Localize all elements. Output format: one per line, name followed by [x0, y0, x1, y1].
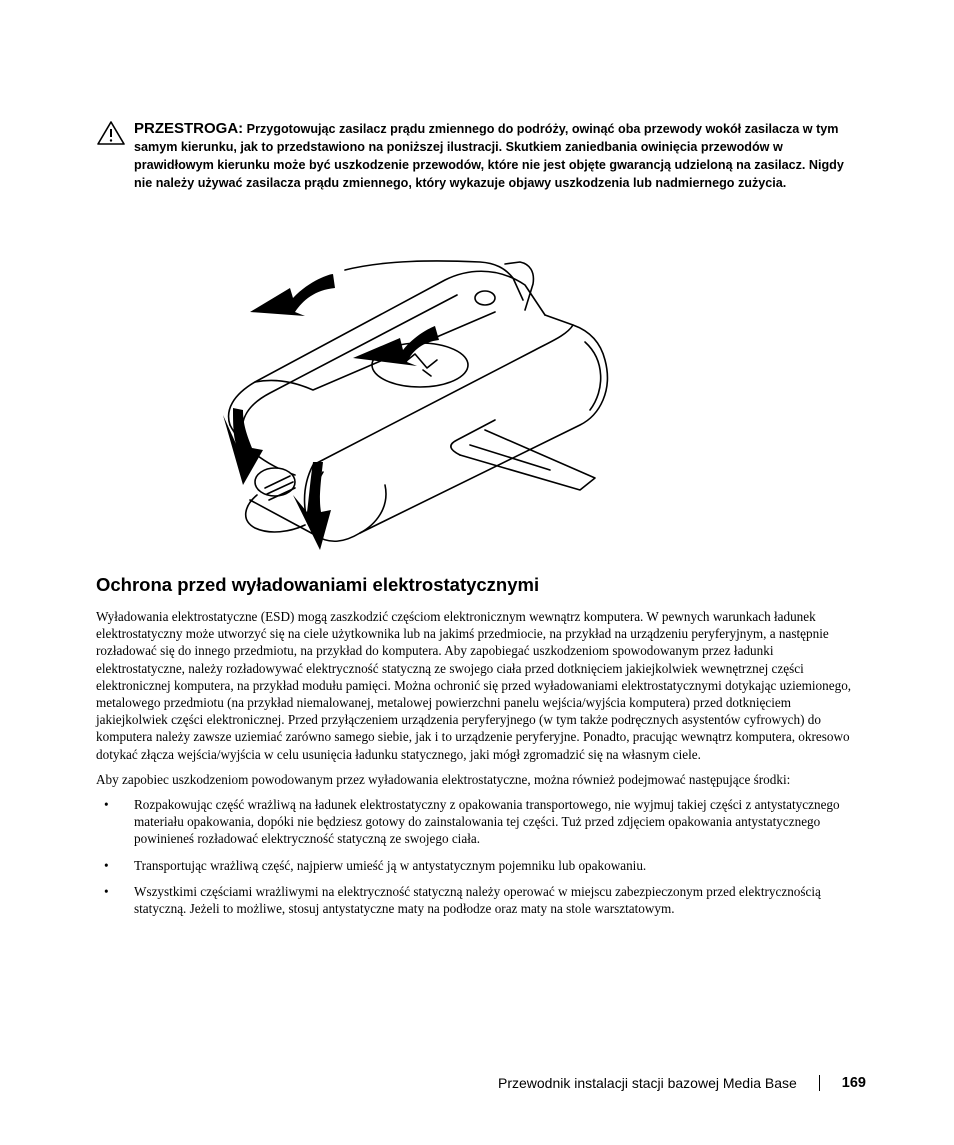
page-number: 169 — [841, 1075, 866, 1091]
bullet-icon: • — [104, 797, 109, 813]
list-item-text: Transportując wrażliwą część, najpierw umieść ją w antystatycznym pojemniku lub opakowaniu. — [134, 857, 647, 873]
list-item-text: Rozpakowując część wrażliwą na ładunek elektrostatyczny z opakowania transportowego, nie wyjmuj takiej części z antystatycznego materiału opakowania, dopóki nie będziesz gotowy do zainstalowania tej części. Tuż przed zdjęciem opakowania antystatycznego powinieneś rozładować elektryczność statyczną ze swojego ciała. — [134, 797, 840, 847]
esd-paragraph-2: Aby zapobiec uszkodzeniom powodowanym przez wyładowania elektrostatyczne, można również podejmować następujące środki: — [96, 771, 791, 787]
page-footer — [498, 1075, 866, 1091]
esd-precautions-list — [96, 796, 858, 917]
bullet-icon: • — [104, 857, 109, 873]
list-item — [96, 857, 858, 874]
list-item — [96, 796, 858, 848]
footer-title: Przewodnik instalacji stacji bazowej Media Base — [497, 1075, 797, 1091]
caution-text-block — [134, 120, 856, 192]
caution-body: Przygotowując zasilacz prądu zmiennego do podróży, owinąć oba przewody wokół zasilacza w tym samym kierunku, jak to przedstawiono na poniższej ilustracji. Skutkiem zaniedbania owinięcia przewodów w prawidłowym kierunku może być uszkodzenie przewodów, które nie jest objęte gwarancją udzieloną na zasilacz. Nigdy nie należy używać zasilacza prądu zmiennego, który wykazuje objawy uszkodzenia lub nadmiernego zużycia. — [134, 122, 844, 190]
caution-note — [96, 120, 856, 192]
footer-divider — [819, 1075, 820, 1091]
adapter-cable-wrap-illustration — [195, 250, 635, 555]
bullet-icon: • — [104, 883, 109, 899]
list-item-text: Wszystkimi częściami wrażliwymi na elektryczność statyczną należy operować w miejscu zabezpieczonym przed elektrycznością statyczną. Jeżeli to możliwe, stosuj antystatyczne maty na podłodze oraz maty na stole warsztatowym. — [134, 883, 821, 917]
warning-triangle-icon — [96, 120, 126, 146]
list-item — [96, 883, 858, 917]
section-heading: Ochrona przed wyładowaniami elektrostatycznymi — [96, 574, 540, 595]
section-body — [96, 608, 858, 926]
caution-label: PRZESTROGA: — [134, 120, 244, 137]
esd-paragraph-1: Wyładowania elektrostatyczne (ESD) mogą zaszkodzić częściom elektronicznym wewnątrz komputera. W pewnych warunkach ładunek elektrostatyczny może utworzyć się na ciele użytkownika lub na jakimś przedmiocie, na przykład na urządzeniu peryferyjnym, a następnie rozładować się do innego przedmiotu, na przykład do komputera. Aby zapobiegać uszkodzeniom spowodowanym przez ładunki elektrostatyczne, należy rozładowywać elektryczność statyczną ze swojego ciała przed dotknięciem jakiejkolwiek wewnętrznej części elektronicznej komputera, na przykład modułu pamięci. Można ochronić się przed wyładowaniami elektrostatycznymi dotykając uziemionego, metalowego przedmiotu (na przykład niemalowanej, metalowej powierzchni panelu wejścia/wyjścia komputera) przed dotknięciem jakiejkolwiek części elektronicznej. Przed przyłączeniem urządzenia peryferyjnego (w tym także podręcznych asystentów cyfrowych) do komputera należy zawsze uziemiać zarówno samego siebie, jak i to urządzenie peryferyjne. Ponadto, pracując wewnątrz komputera, okresowo dotykać złącza wejścia/wyjścia w celu usunięcia ładunku statycznego, jaki mógł zgromadzić się na własnym ciele. — [96, 609, 852, 762]
